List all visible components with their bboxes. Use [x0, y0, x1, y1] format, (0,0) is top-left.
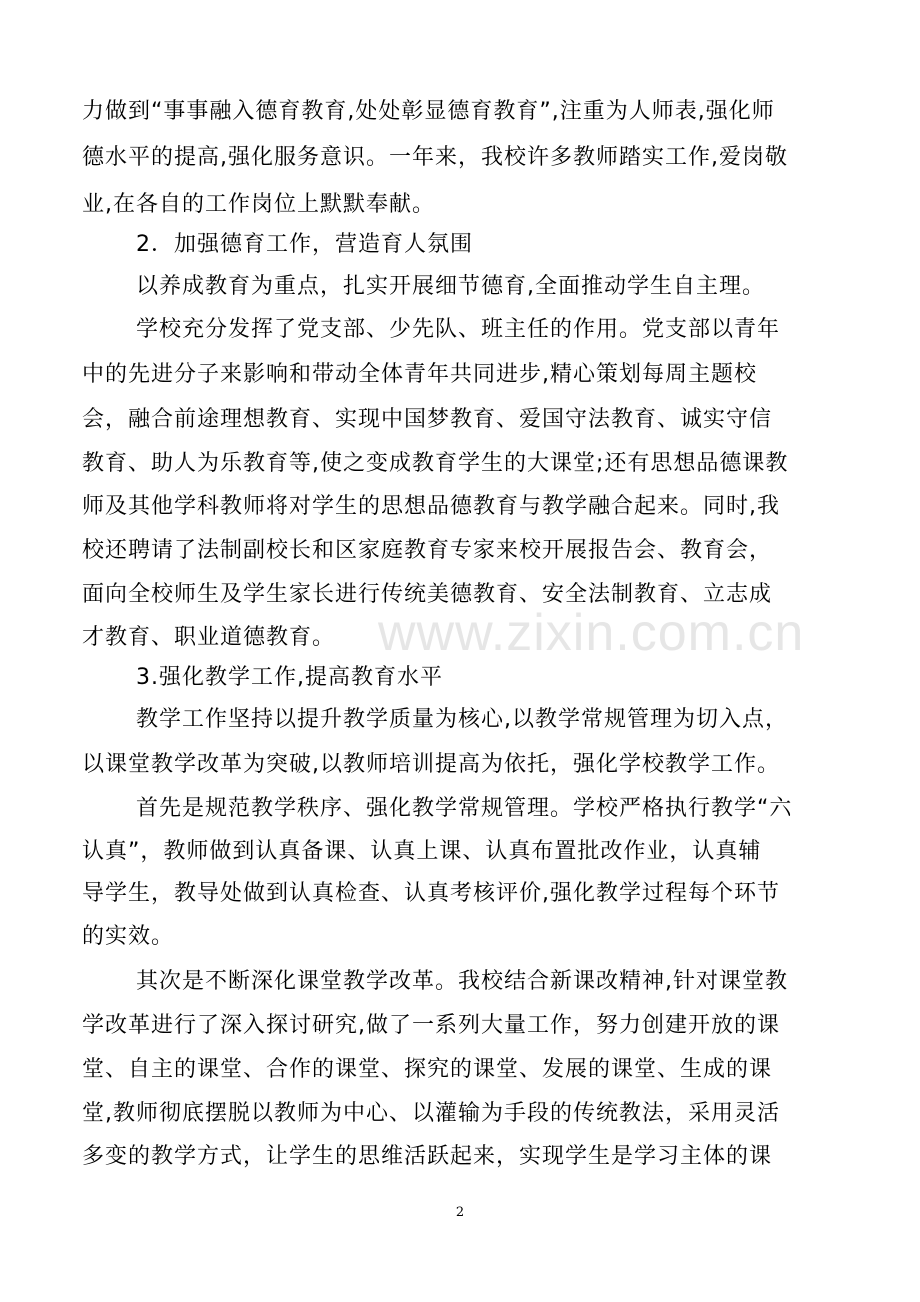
body-line: 会，融合前途理想教育、实现中国梦教育、爱国守法教育、诚实守信 [82, 407, 773, 432]
page-number: 2 [455, 1205, 465, 1220]
body-line: 以养成教育为重点，扎实开展细节德育,全面推动学生自主理。 [136, 274, 765, 299]
body-line: 中的先进分子来影响和带动全体青年共同进步,精心策划每周主题校 [82, 362, 757, 387]
body-line: 校还聘请了法制副校长和区家庭教育专家来校开展报告会、教育会， [82, 538, 773, 563]
body-line: 面向全校师生及学生家长进行传统美德教育、安全法制教育、立志成 [82, 582, 773, 607]
body-line: 其次是不断深化课堂教学改革。我校结合新课改精神,针对课堂教 [136, 969, 788, 994]
section-heading: 2．加强德育工作，营造育人氛围 [136, 232, 473, 257]
body-line: 教育、助人为乐教育等,使之变成教育学生的大课堂;还有思想品德课教 [82, 451, 789, 476]
body-line: 认真”，教师做到认真备课、认真上课、认真布置批改作业，认真辅 [82, 839, 762, 864]
body-line: 力做到“事事融入德育教育,处处彰显德育教育”,注重为人师表,强化师 [82, 99, 775, 124]
body-line: 师及其他学科教师将对学生的思想品德教育与教学融合起来。同时,我 [82, 494, 780, 519]
body-line: 首先是规范教学秩序、强化教学常规管理。学校严格执行教学“六 [136, 796, 793, 821]
body-line: 教学工作坚持以提升教学质量为核心,以教学常规管理为切入点， [136, 707, 788, 732]
body-line: 多变的教学方式，让学生的思维活跃起来，实现学生是学习主体的课 [82, 1144, 773, 1169]
body-line: 德水平的提高,强化服务意识。一年来，我校许多教师踏实工作,爱岗敬 [82, 145, 788, 170]
body-line: 以课堂教学改革为突破,以教师培训提高为依托，强化学校教学工作。 [82, 752, 780, 777]
body-line: 导学生，教导处做到认真检查、认真考核评价,强化教学过程每个环节 [82, 881, 780, 906]
body-line: 业,在各自的工作岗位上默默奉献。 [82, 192, 435, 217]
body-line: 堂,教师彻底摆脱以教师为中心、以灌输为手段的传统教法，采用灵活 [82, 1101, 780, 1126]
body-line: 学改革进行了深入探讨研究,做了一系列大量工作，努力创建开放的课 [82, 1013, 780, 1038]
body-line: 学校充分发挥了党支部、少先队、班主任的作用。党支部以青年 [136, 317, 781, 342]
body-line: 的实效。 [82, 924, 175, 949]
body-line: 堂、自主的课堂、合作的课堂、探究的课堂、发展的课堂、生成的课 [82, 1057, 773, 1082]
section-heading: 3.强化教学工作,提高教育水平 [136, 665, 443, 690]
watermark: www.zixin.com.cn [378, 604, 805, 662]
body-line: 才教育、职业道德教育。 [82, 625, 336, 650]
